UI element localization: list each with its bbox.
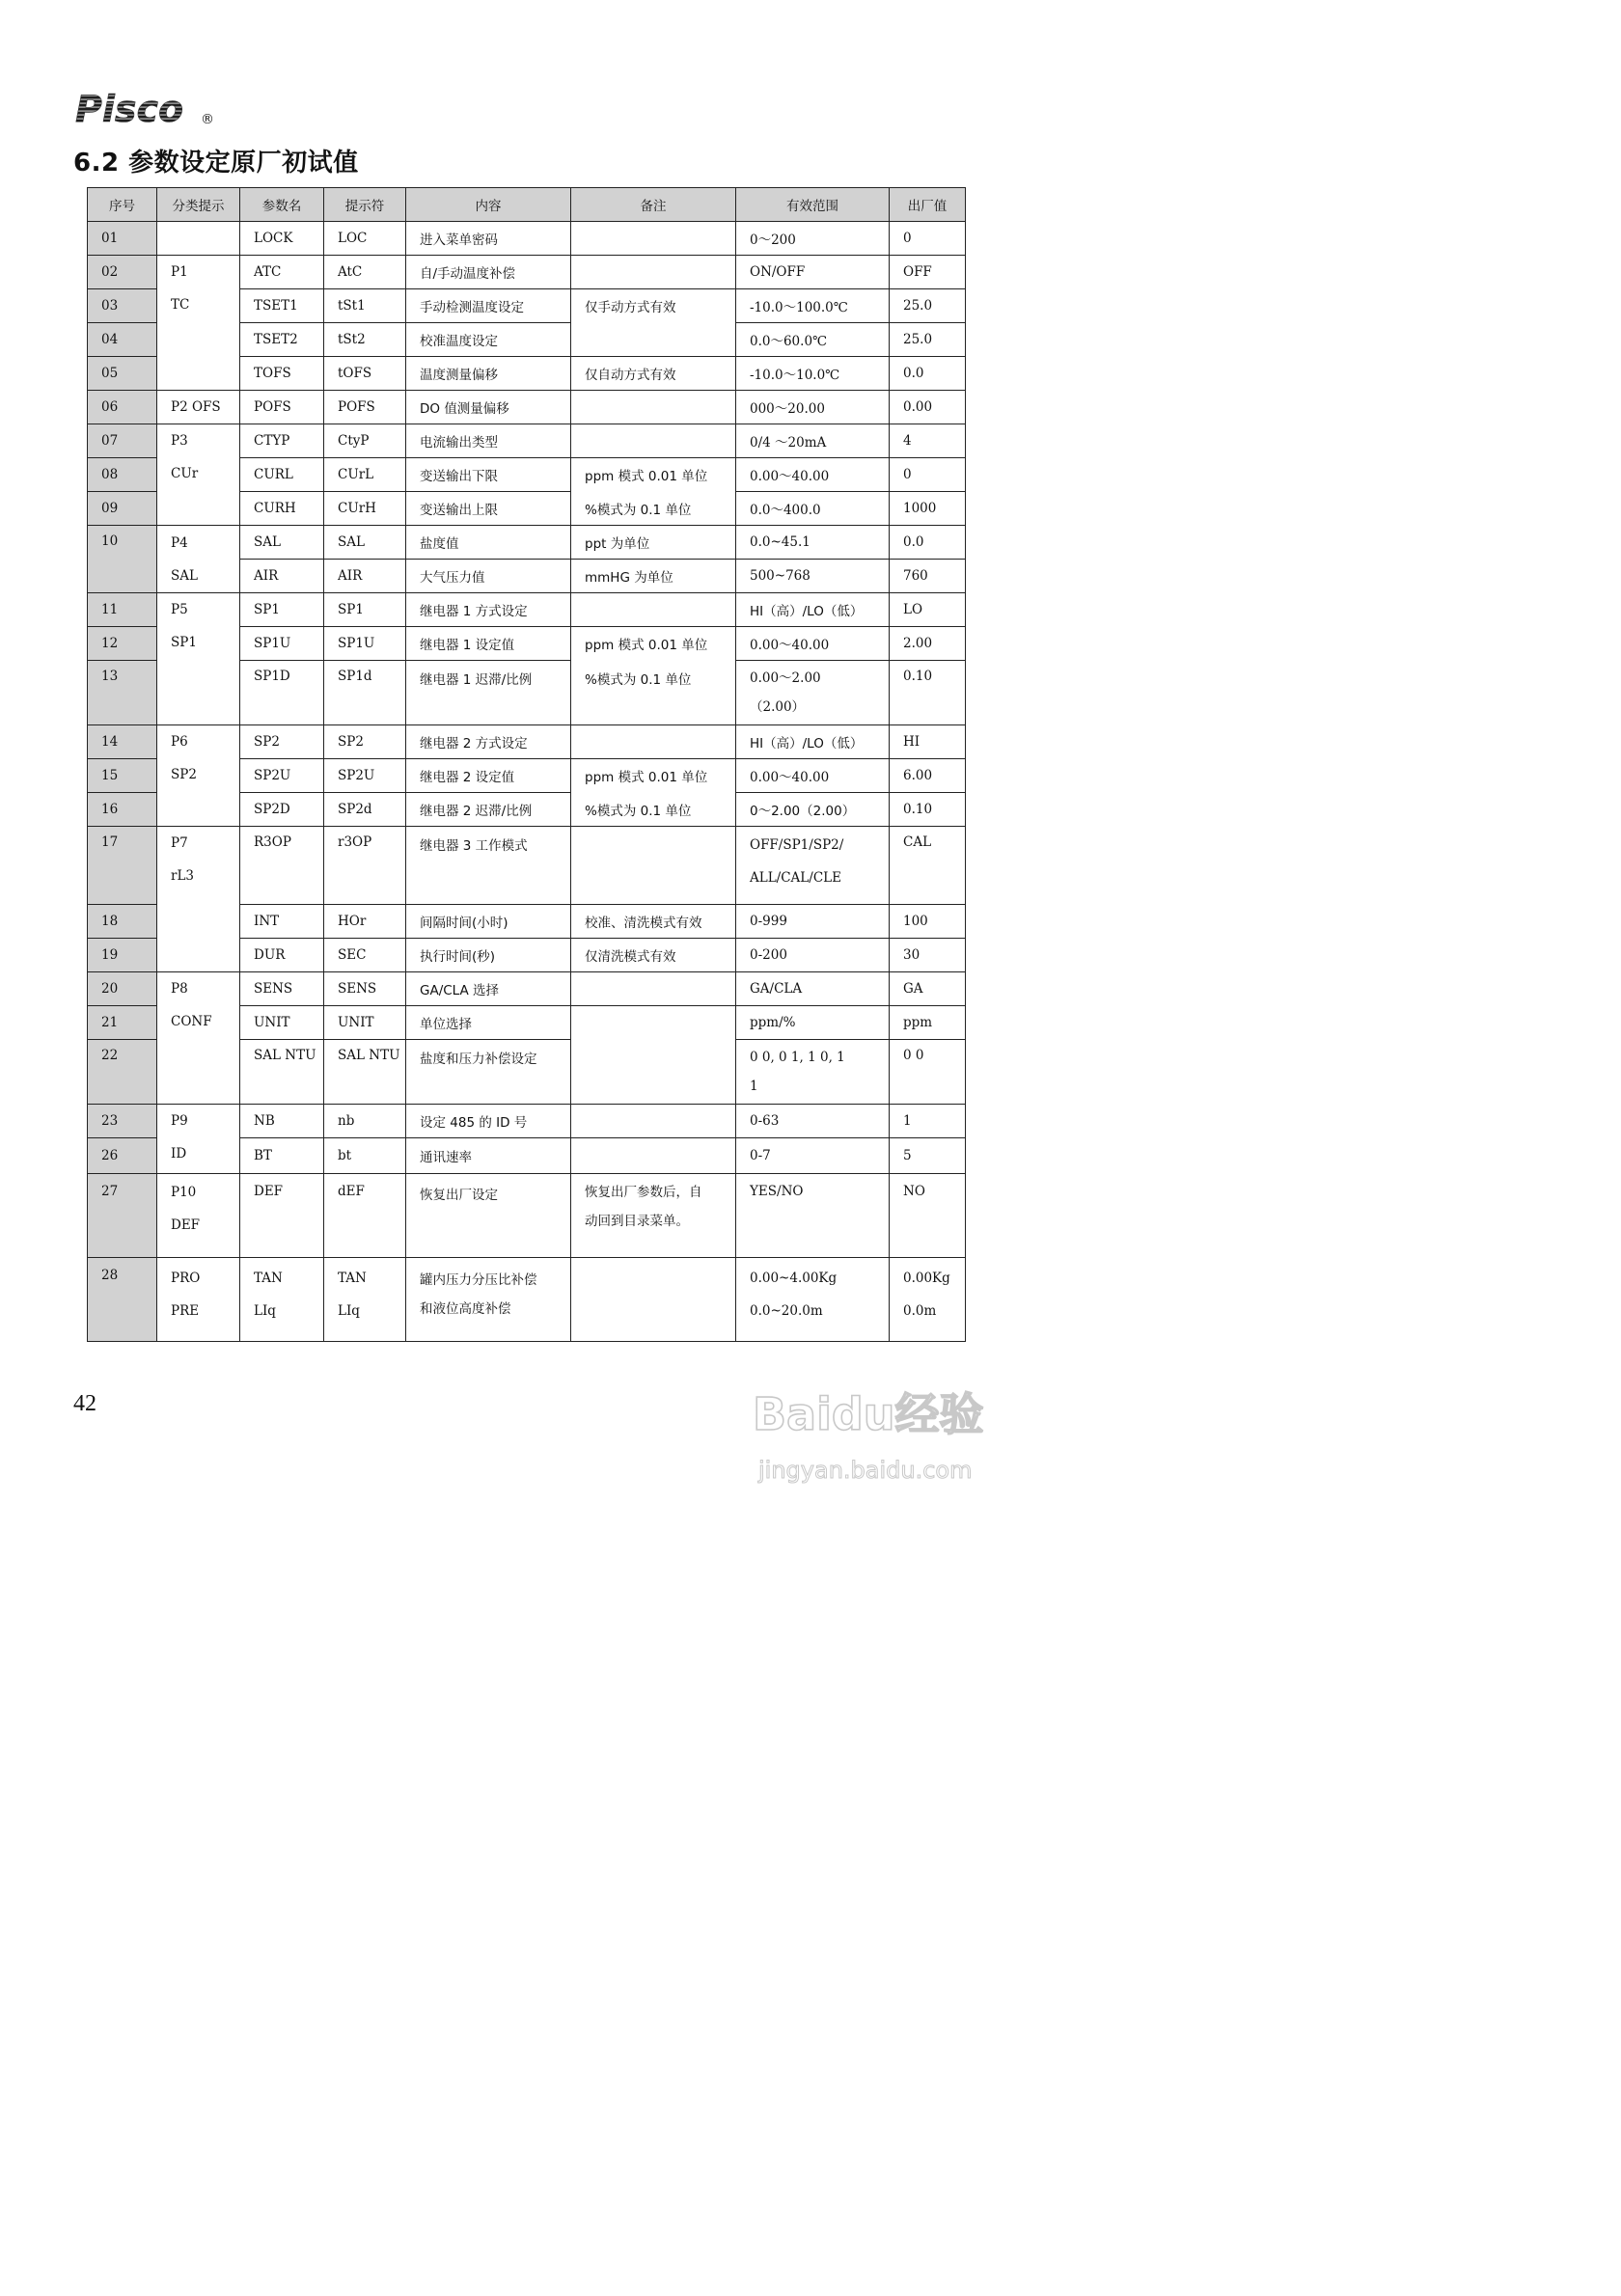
row-category bbox=[157, 725, 240, 827]
row-param-name: SENS bbox=[240, 972, 324, 1006]
row-category: P2 OFS bbox=[157, 391, 240, 424]
row-content: 变送输出下限 bbox=[406, 458, 571, 492]
row-param-name bbox=[240, 1258, 324, 1342]
row-param-name: SAL NTU bbox=[240, 1040, 324, 1105]
svg-text:Baidu经验: Baidu经验 bbox=[753, 1388, 984, 1440]
range-line: 1 bbox=[750, 1079, 758, 1094]
row-param-name: SP2U bbox=[240, 759, 324, 793]
page-number: 42 bbox=[73, 1391, 96, 1416]
row-param-name: BT bbox=[240, 1138, 324, 1174]
row-no: 28 bbox=[88, 1258, 157, 1342]
row-param-name: CTYP bbox=[240, 424, 324, 458]
range-line: 0 0, 0 1, 1 0, 1 bbox=[750, 1050, 845, 1065]
row-no: 20 bbox=[88, 972, 157, 1006]
row-prompt: POFS bbox=[324, 391, 406, 424]
row-content bbox=[406, 1258, 571, 1342]
row-prompt: tSt1 bbox=[324, 289, 406, 323]
row-content: 继电器 2 迟滞/比例 bbox=[406, 793, 571, 827]
row-range: 0-999 bbox=[736, 905, 890, 939]
category-code: P1 bbox=[171, 264, 188, 280]
row-note: %模式为 0.1 单位 bbox=[571, 661, 736, 725]
row-content: 大气压力值 bbox=[406, 560, 571, 593]
row-no: 07 bbox=[88, 424, 157, 458]
range-line: （2.00） bbox=[750, 699, 806, 715]
row-note bbox=[571, 222, 736, 256]
row-default: 25.0 bbox=[890, 289, 966, 323]
table-row bbox=[88, 526, 966, 560]
row-content: 手动检测温度设定 bbox=[406, 289, 571, 323]
row-default: 2.00 bbox=[890, 627, 966, 661]
row-no: 11 bbox=[88, 593, 157, 627]
row-default: LO bbox=[890, 593, 966, 627]
row-range: 0～2.00（2.00） bbox=[736, 793, 890, 827]
row-default: 5 bbox=[890, 1138, 966, 1174]
row-prompt: nb bbox=[324, 1105, 406, 1138]
row-no: 14 bbox=[88, 725, 157, 759]
row-content: 进入菜单密码 bbox=[406, 222, 571, 256]
row-range: 0.0~45.1 bbox=[736, 526, 890, 560]
row-prompt: tSt2 bbox=[324, 323, 406, 357]
row-prompt: SP2d bbox=[324, 793, 406, 827]
row-param-name: CURL bbox=[240, 458, 324, 492]
row-range: 000～20.00 bbox=[736, 391, 890, 424]
row-param-name: SP2D bbox=[240, 793, 324, 827]
row-content: DO 值测量偏移 bbox=[406, 391, 571, 424]
row-default: 100 bbox=[890, 905, 966, 939]
table-row bbox=[88, 827, 966, 905]
row-prompt: LOC bbox=[324, 222, 406, 256]
row-note: 仅手动方式有效 bbox=[571, 289, 736, 323]
row-range: 0-200 bbox=[736, 939, 890, 972]
row-no: 01 bbox=[88, 222, 157, 256]
row-prompt: CUrH bbox=[324, 492, 406, 526]
range-line: 0.00~4.00Kg bbox=[750, 1271, 838, 1286]
row-default: 0 bbox=[890, 222, 966, 256]
row-range: 0～200 bbox=[736, 222, 890, 256]
category-label: SAL bbox=[171, 567, 198, 584]
row-param-name: SP1U bbox=[240, 627, 324, 661]
row-default: 760 bbox=[890, 560, 966, 593]
row-range: -10.0～100.0℃ bbox=[736, 289, 890, 323]
row-content: 继电器 3 工作模式 bbox=[406, 827, 571, 905]
row-default: 25.0 bbox=[890, 323, 966, 357]
table-row bbox=[88, 391, 966, 424]
row-default: 30 bbox=[890, 939, 966, 972]
svg-text:jingyan.baidu.com: jingyan.baidu.com bbox=[758, 1457, 973, 1484]
row-default: CAL bbox=[890, 827, 966, 905]
table-row bbox=[88, 424, 966, 458]
row-no: 08 bbox=[88, 458, 157, 492]
row-param-name: CURH bbox=[240, 492, 324, 526]
row-note: 校准、清洗模式有效 bbox=[571, 905, 736, 939]
row-range: 0.00～40.00 bbox=[736, 759, 890, 793]
row-category bbox=[157, 256, 240, 391]
header-prompt: 提示符 bbox=[324, 188, 406, 222]
row-range: 0.00～40.00 bbox=[736, 458, 890, 492]
row-default: 0.10 bbox=[890, 661, 966, 725]
table-row bbox=[88, 725, 966, 759]
row-note bbox=[571, 391, 736, 424]
row-default: 0.00 bbox=[890, 391, 966, 424]
row-category bbox=[157, 424, 240, 526]
table-row bbox=[88, 972, 966, 1006]
row-content: 电流输出类型 bbox=[406, 424, 571, 458]
table-row bbox=[88, 256, 966, 289]
row-content: 自/手动温度补偿 bbox=[406, 256, 571, 289]
row-prompt: bt bbox=[324, 1138, 406, 1174]
row-default: 0 0 bbox=[890, 1040, 966, 1105]
row-param-name: AIR bbox=[240, 560, 324, 593]
row-content: 间隔时间(小时) bbox=[406, 905, 571, 939]
row-default bbox=[890, 1258, 966, 1342]
row-no: 04 bbox=[88, 323, 157, 357]
row-note bbox=[571, 827, 736, 905]
row-category bbox=[157, 222, 240, 256]
row-range: 0-63 bbox=[736, 1105, 890, 1138]
row-category bbox=[157, 1105, 240, 1174]
category-code: P7 bbox=[171, 835, 188, 851]
row-no: 05 bbox=[88, 357, 157, 391]
header-no: 序号 bbox=[88, 188, 157, 222]
row-note bbox=[571, 1105, 736, 1138]
row-no: 15 bbox=[88, 759, 157, 793]
row-note: ppm 模式 0.01 单位 bbox=[571, 627, 736, 661]
category-label: rL3 bbox=[171, 868, 195, 884]
row-range: YES/NO bbox=[736, 1174, 890, 1258]
header-note: 备注 bbox=[571, 188, 736, 222]
row-note bbox=[571, 972, 736, 1006]
row-range: -10.0～10.0℃ bbox=[736, 357, 890, 391]
category-code: P4 bbox=[171, 534, 188, 551]
row-note: 仅自动方式有效 bbox=[571, 357, 736, 391]
row-range: 0-7 bbox=[736, 1138, 890, 1174]
category-label: SP1 bbox=[171, 635, 197, 650]
row-prompt: UNIT bbox=[324, 1006, 406, 1040]
row-param-name: TOFS bbox=[240, 357, 324, 391]
row-note bbox=[571, 725, 736, 759]
row-no: 23 bbox=[88, 1105, 157, 1138]
row-param-name: INT bbox=[240, 905, 324, 939]
row-no: 13 bbox=[88, 661, 157, 725]
row-content: 变送输出上限 bbox=[406, 492, 571, 526]
row-param-name: POFS bbox=[240, 391, 324, 424]
row-content: 继电器 1 设定值 bbox=[406, 627, 571, 661]
row-prompt: SENS bbox=[324, 972, 406, 1006]
row-content: 继电器 2 设定值 bbox=[406, 759, 571, 793]
category-code: P6 bbox=[171, 734, 188, 750]
row-default: 0.0 bbox=[890, 357, 966, 391]
row-param-name: R3OP bbox=[240, 827, 324, 905]
row-default: OFF bbox=[890, 256, 966, 289]
row-param-name: SP1 bbox=[240, 593, 324, 627]
row-prompt: CUrL bbox=[324, 458, 406, 492]
param-line: TAN bbox=[254, 1271, 283, 1286]
table-row bbox=[88, 222, 966, 256]
row-param-name: TSET1 bbox=[240, 289, 324, 323]
row-param-name: SP2 bbox=[240, 725, 324, 759]
row-content: 盐度和压力补偿设定 bbox=[406, 1040, 571, 1105]
row-note: ppm 模式 0.01 单位 bbox=[571, 458, 736, 492]
row-no: 26 bbox=[88, 1138, 157, 1174]
row-prompt: AtC bbox=[324, 256, 406, 289]
row-prompt: dEF bbox=[324, 1174, 406, 1258]
row-prompt: SP2 bbox=[324, 725, 406, 759]
table-row bbox=[88, 1105, 966, 1138]
row-category bbox=[157, 526, 240, 593]
row-content: 继电器 1 迟滞/比例 bbox=[406, 661, 571, 725]
row-prompt: SP1U bbox=[324, 627, 406, 661]
category-label: SP2 bbox=[171, 767, 197, 782]
row-prompt: r3OP bbox=[324, 827, 406, 905]
range-line: OFF/SP1/SP2/ bbox=[750, 837, 844, 853]
row-category bbox=[157, 827, 240, 972]
row-content: 盐度值 bbox=[406, 526, 571, 560]
row-param-name: DUR bbox=[240, 939, 324, 972]
row-note bbox=[571, 1258, 736, 1342]
note-line: 动回到目录菜单。 bbox=[585, 1214, 689, 1229]
row-note bbox=[571, 1138, 736, 1174]
category-label: PRE bbox=[171, 1303, 200, 1319]
row-content: 通讯速率 bbox=[406, 1138, 571, 1174]
row-param-name: DEF bbox=[240, 1174, 324, 1258]
row-note bbox=[571, 1006, 736, 1105]
range-line: 0.00～2.00 bbox=[750, 670, 821, 686]
row-param-name: SAL bbox=[240, 526, 324, 560]
table-row bbox=[88, 1258, 966, 1342]
row-category bbox=[157, 1258, 240, 1342]
row-param-name: TSET2 bbox=[240, 323, 324, 357]
default-line: 0.0m bbox=[903, 1303, 937, 1319]
row-default: 1000 bbox=[890, 492, 966, 526]
row-default: 0.0 bbox=[890, 526, 966, 560]
baidu-watermark bbox=[753, 1370, 1023, 1493]
table-row bbox=[88, 1174, 966, 1258]
row-default: 0.10 bbox=[890, 793, 966, 827]
row-default: 1 bbox=[890, 1105, 966, 1138]
row-note: %模式为 0.1 单位 bbox=[571, 492, 736, 526]
row-prompt: SP1d bbox=[324, 661, 406, 725]
row-note bbox=[571, 323, 736, 357]
table-header-row bbox=[88, 188, 966, 222]
row-param-name: NB bbox=[240, 1105, 324, 1138]
row-note: 仅清洗模式有效 bbox=[571, 939, 736, 972]
row-range bbox=[736, 1040, 890, 1105]
row-prompt: SP1 bbox=[324, 593, 406, 627]
header-category: 分类提示 bbox=[157, 188, 240, 222]
category-code: P10 bbox=[171, 1185, 197, 1200]
svg-text:®: ® bbox=[201, 112, 214, 127]
row-range: ppm/% bbox=[736, 1006, 890, 1040]
header-range: 有效范围 bbox=[736, 188, 890, 222]
row-prompt: SAL NTU bbox=[324, 1040, 406, 1105]
row-no: 18 bbox=[88, 905, 157, 939]
row-note bbox=[571, 256, 736, 289]
row-note bbox=[571, 1174, 736, 1258]
row-no: 09 bbox=[88, 492, 157, 526]
row-content: 单位选择 bbox=[406, 1006, 571, 1040]
row-default: HI bbox=[890, 725, 966, 759]
category-code: P3 bbox=[171, 433, 188, 449]
row-no: 22 bbox=[88, 1040, 157, 1105]
row-note bbox=[571, 424, 736, 458]
row-no: 17 bbox=[88, 827, 157, 905]
row-range bbox=[736, 827, 890, 905]
row-content: 继电器 1 方式设定 bbox=[406, 593, 571, 627]
row-range: GA/CLA bbox=[736, 972, 890, 1006]
row-range bbox=[736, 661, 890, 725]
row-note: ppm 模式 0.01 单位 bbox=[571, 759, 736, 793]
prompt-line: LIq bbox=[338, 1303, 360, 1319]
category-code: P9 bbox=[171, 1113, 188, 1129]
row-range: 0.0～400.0 bbox=[736, 492, 890, 526]
row-range: 0.0～60.0℃ bbox=[736, 323, 890, 357]
row-param-name: LOCK bbox=[240, 222, 324, 256]
row-range: 0.00～40.00 bbox=[736, 627, 890, 661]
row-content: 校准温度设定 bbox=[406, 323, 571, 357]
row-note: ppt 为单位 bbox=[571, 526, 736, 560]
row-param-name: SP1D bbox=[240, 661, 324, 725]
row-prompt: HOr bbox=[324, 905, 406, 939]
range-line: ALL/CAL/CLE bbox=[750, 870, 841, 886]
row-category bbox=[157, 972, 240, 1105]
row-default: 6.00 bbox=[890, 759, 966, 793]
default-line: 0.00Kg bbox=[903, 1271, 950, 1286]
row-prompt: SP2U bbox=[324, 759, 406, 793]
category-code: PRO bbox=[171, 1271, 201, 1286]
row-note: mmHG 为单位 bbox=[571, 560, 736, 593]
row-no: 27 bbox=[88, 1174, 157, 1258]
row-content: GA/CLA 选择 bbox=[406, 972, 571, 1006]
row-prompt: CtyP bbox=[324, 424, 406, 458]
row-note: %模式为 0.1 单位 bbox=[571, 793, 736, 827]
pisco-logo bbox=[73, 89, 228, 129]
row-default: 0 bbox=[890, 458, 966, 492]
row-no: 21 bbox=[88, 1006, 157, 1040]
row-range: HI（高）/LO（低） bbox=[736, 593, 890, 627]
category-label: CONF bbox=[171, 1014, 212, 1029]
row-no: 16 bbox=[88, 793, 157, 827]
row-prompt bbox=[324, 1258, 406, 1342]
row-no: 12 bbox=[88, 627, 157, 661]
row-range: 0/4 ～20mA bbox=[736, 424, 890, 458]
row-range: ON/OFF bbox=[736, 256, 890, 289]
header-param-name: 参数名 bbox=[240, 188, 324, 222]
row-content: 继电器 2 方式设定 bbox=[406, 725, 571, 759]
row-default: GA bbox=[890, 972, 966, 1006]
row-no: 02 bbox=[88, 256, 157, 289]
row-param-name: UNIT bbox=[240, 1006, 324, 1040]
row-no: 06 bbox=[88, 391, 157, 424]
row-range bbox=[736, 1258, 890, 1342]
category-label: CUr bbox=[171, 466, 199, 481]
row-category bbox=[157, 1174, 240, 1258]
row-no: 10 bbox=[88, 526, 157, 593]
row-range: HI（高）/LO（低） bbox=[736, 725, 890, 759]
parameter-table bbox=[87, 187, 966, 1342]
note-line: 恢复出厂参数后，自 bbox=[585, 1185, 702, 1200]
prompt-line: TAN bbox=[338, 1271, 367, 1286]
row-content: 设定 485 的 ID 号 bbox=[406, 1105, 571, 1138]
row-default: NO bbox=[890, 1174, 966, 1258]
row-prompt: AIR bbox=[324, 560, 406, 593]
range-line: 0.0~20.0m bbox=[750, 1303, 823, 1319]
param-line: LIq bbox=[254, 1303, 276, 1319]
category-code: P5 bbox=[171, 602, 188, 617]
category-code: P8 bbox=[171, 981, 188, 997]
row-prompt: SAL bbox=[324, 526, 406, 560]
table-row bbox=[88, 593, 966, 627]
row-no: 19 bbox=[88, 939, 157, 972]
category-label: ID bbox=[171, 1146, 187, 1162]
row-prompt: tOFS bbox=[324, 357, 406, 391]
row-content: 恢复出厂设定 bbox=[406, 1174, 571, 1258]
row-param-name: ATC bbox=[240, 256, 324, 289]
page-title: 6.2 参数设定原厂初试值 bbox=[73, 149, 359, 178]
row-note bbox=[571, 593, 736, 627]
header-content: 内容 bbox=[406, 188, 571, 222]
svg-text:Pisco: Pisco bbox=[75, 89, 184, 129]
content-line: 罐内压力分压比补偿 bbox=[420, 1272, 537, 1288]
category-label: DEF bbox=[171, 1217, 201, 1233]
row-range: 500~768 bbox=[736, 560, 890, 593]
header-default: 出厂值 bbox=[890, 188, 966, 222]
row-default: 4 bbox=[890, 424, 966, 458]
row-content: 温度测量偏移 bbox=[406, 357, 571, 391]
row-default: ppm bbox=[890, 1006, 966, 1040]
row-no: 03 bbox=[88, 289, 157, 323]
category-label: TC bbox=[171, 297, 190, 313]
content-line: 和液位高度补偿 bbox=[420, 1301, 511, 1317]
row-category bbox=[157, 593, 240, 725]
row-prompt: SEC bbox=[324, 939, 406, 972]
row-content: 执行时间(秒) bbox=[406, 939, 571, 972]
